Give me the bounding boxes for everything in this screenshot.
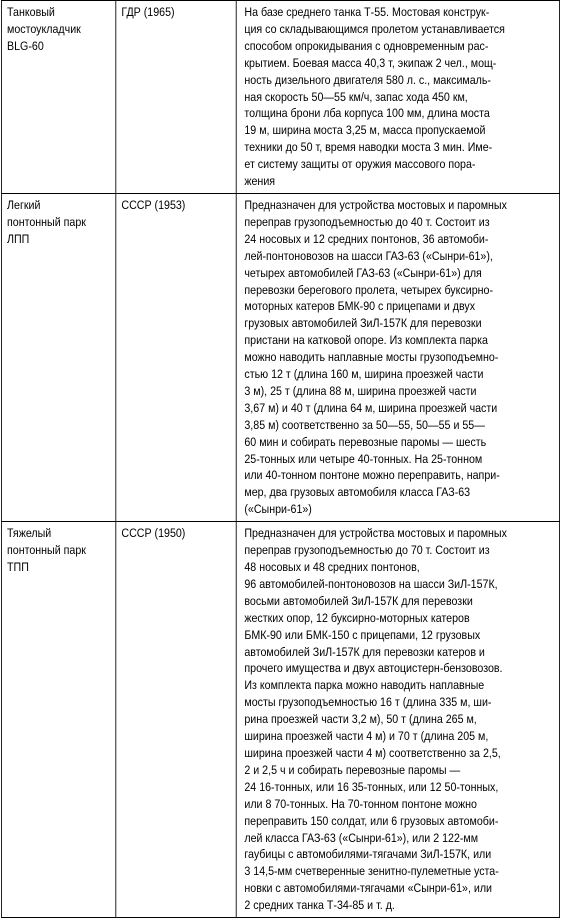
description-line: переправ грузоподъемностью до 70 т. Состоит из xyxy=(244,543,490,558)
description-line: 2 средних танка Т-34-85 и т. д. xyxy=(244,898,395,913)
equipment-name-line: понтонный парк xyxy=(7,543,86,558)
description-line: ет систему защиты от оружия массового пора- xyxy=(244,157,476,172)
description-line: толщина брони лба корпуса 100 мм, длина моста xyxy=(244,106,490,121)
description-line: грузовых автомобилей ЗиЛ-157К для перевозки xyxy=(244,316,482,331)
description-line: ность дизельного двигателя 580 л. с., максималь- xyxy=(244,72,491,87)
table-row xyxy=(1,1,559,194)
description-line: жения xyxy=(244,174,276,189)
origin-text: ГДР (1965) xyxy=(121,5,175,19)
description-line: перевозки берегового пролета, четырех буксирно- xyxy=(244,282,494,297)
description-line: ширина проезжей части 4 м) и 70 т (длина 205 м, xyxy=(244,729,489,744)
description-line: моторных катеров БМК-90 с прицепами и двух xyxy=(244,299,476,314)
equipment-name-cell xyxy=(1,522,115,918)
equipment-name-line: BLG-60 xyxy=(7,38,44,53)
description-line: 24 носовых и 12 средних понтонов, 36 автомоби- xyxy=(244,231,489,246)
table-row xyxy=(1,193,559,521)
description-line: жестких опор, 12 буксирно-моторных катеров xyxy=(244,610,470,625)
description-line: гаубицы с автомобилями-тягачами ЗиЛ-157К, или xyxy=(244,847,492,862)
description-line: 2 и 2,5 ч и собирать перевозные паромы — xyxy=(244,762,461,777)
description-line: или 8 70-тонных. На 70-тонном понтоне можно xyxy=(244,796,477,811)
equipment-name-line: ТПП xyxy=(7,560,29,574)
description-line: крытием. Боевая масса 40,3 т, экипаж 2 чел., мощ- xyxy=(244,55,497,70)
description-line: 48 носовых и 48 средних понтонов, xyxy=(244,560,420,574)
description-line: или 40-тонном понтоне можно переправить, напри- xyxy=(244,468,500,483)
equipment-name-cell xyxy=(1,193,115,521)
description-line: мосты грузоподъемностью 16 т (длина 335 м, ши- xyxy=(244,695,492,710)
description-line: 24 16-тонных, или 16 35-тонных, или 12 50-тонных, xyxy=(244,779,499,794)
description-line: БМК-90 или БМК-150 с прицепами, 12 грузовых xyxy=(244,627,481,642)
description-line: 60 мин и собирать перевозные паромы — шесть xyxy=(244,434,487,449)
equipment-name-line: Танковый xyxy=(7,5,55,19)
description-line: способом опрокидывания с одновременным рас- xyxy=(244,38,489,53)
description-line: четырех автомобилей ГАЗ-63 («Сынри-61») для xyxy=(244,265,482,280)
description-line: На базе среднего танка Т-55. Мостовая конструк- xyxy=(244,5,490,19)
description-line: переправ грузоподъемностью до 40 т. Состоит из xyxy=(244,214,490,229)
origin-text: СССР (1950) xyxy=(121,526,186,541)
description-line: лей класса ГАЗ-63 («Сынри-61»), или 2 122-мм xyxy=(244,830,479,845)
description-line: Из комплекта парка можно наводить наплавные xyxy=(244,678,485,693)
description-line: прочего имущества и двух автоцистерн-бензовозов. xyxy=(244,661,503,676)
description-line: 3,85 м) соответственно за 50—55, 50—55 и 55— xyxy=(244,417,485,432)
description-cell xyxy=(236,193,559,521)
description-line: новки с автомобилями-тягачами «Сынри-61», или xyxy=(244,881,493,896)
description-cell xyxy=(236,1,559,194)
description-line: рина проезжей части 3,2 м), 50 т (длина 265 м, xyxy=(244,712,477,727)
description-line: техники до 50 т, время наводки моста 3 мин. Име- xyxy=(244,140,493,155)
description-line: Предназначен для устройства мостовых и паромных xyxy=(244,197,507,212)
equipment-table xyxy=(1,0,560,918)
description-line: восьми автомобилей ЗиЛ-157К для перевозки xyxy=(244,593,473,608)
equipment-name-line: Тяжелый xyxy=(7,526,52,541)
description-line: лей-понтоновозов на шасси ГАЗ-63 («Сынри-61»), xyxy=(244,248,493,263)
description-line: стью 12 т (длина 160 м, ширина проезжей части xyxy=(244,367,484,382)
origin-cell xyxy=(116,522,236,918)
description-line: переправить 150 солдат, или 6 грузовых автомоби- xyxy=(244,813,499,828)
description-line: («Сынри-61») xyxy=(244,502,312,517)
origin-cell xyxy=(116,193,236,521)
description-line: ная скорость 50—55 км/ч, запас хода 450 км, xyxy=(244,89,468,104)
origin-cell xyxy=(116,1,236,194)
description-line: автомобилей ЗиЛ-157К для перевозки катеров и xyxy=(244,644,485,659)
description-line: 3,67 м) и 40 т (длина 64 м, ширина проезжей части xyxy=(244,400,498,415)
description-line: 3 14,5-мм счетверенные зенитно-пулеметные уста- xyxy=(244,864,499,879)
equipment-name-line: Легкий xyxy=(7,197,41,212)
table-row xyxy=(1,522,559,918)
description-line: 96 автомобилей-понтоновозов на шасси ЗиЛ-157К, xyxy=(244,576,498,591)
equipment-name-line: мостоукладчик xyxy=(7,21,81,36)
description-line: 3 м), 25 т (длина 88 м, ширина проезжей части xyxy=(244,383,477,398)
description-line: 25-тонных или четыре 40-тонных. На 25-тонном xyxy=(244,451,483,466)
description-line: 19 м, ширина моста 3,25 м, масса пропускаемой xyxy=(244,123,486,138)
description-line: можно наводить наплавные мосты грузоподъемно- xyxy=(244,350,499,365)
equipment-name-line: понтонный парк xyxy=(7,214,86,229)
description-line: ширина проезжей части 4 м) соответственно за 2,5, xyxy=(244,745,501,760)
origin-text: СССР (1953) xyxy=(121,197,186,212)
description-line: мер, два грузовых автомобиля класса ГАЗ-63 xyxy=(244,485,471,500)
description-line: пристани на катковой опоре. Из комплекта парка xyxy=(244,333,488,348)
description-line: Предназначен для устройства мостовых и паромных xyxy=(244,526,507,541)
equipment-name-cell xyxy=(1,1,115,194)
equipment-name-line: ЛПП xyxy=(7,231,30,246)
description-cell xyxy=(236,522,559,918)
description-line: ция со складывающимся пролетом устанавливается xyxy=(244,21,505,36)
